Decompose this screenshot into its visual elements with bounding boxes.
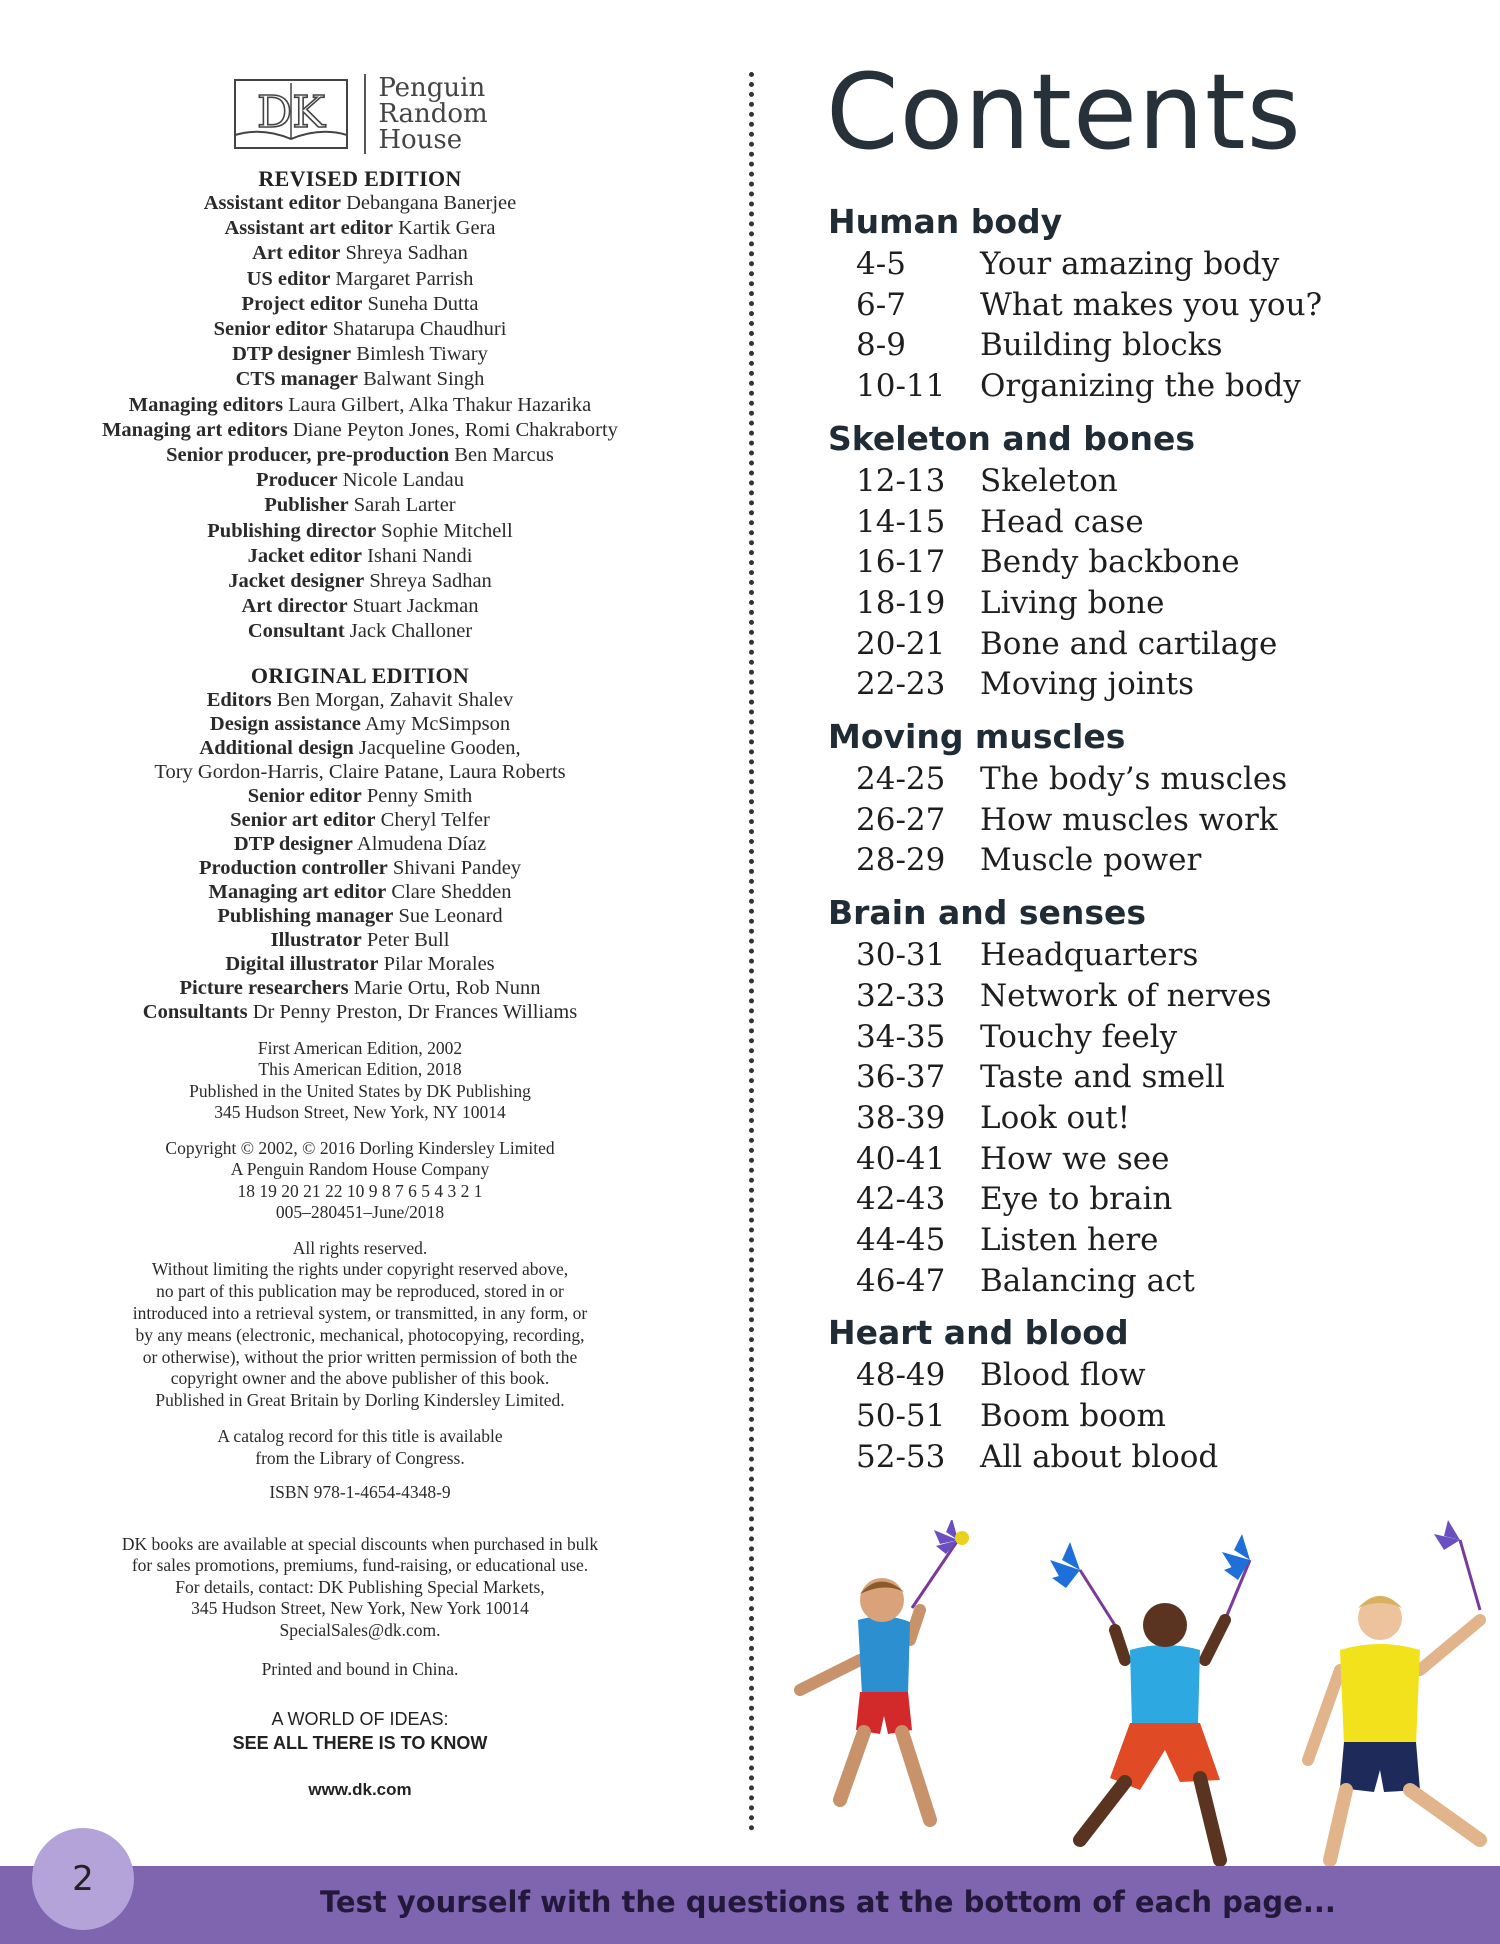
toc-section bbox=[828, 715, 1468, 881]
credit-name: Debangana Banerjee bbox=[346, 192, 517, 214]
toc-entry[interactable] bbox=[828, 664, 1468, 705]
toc-section bbox=[828, 417, 1468, 705]
credit-line bbox=[40, 241, 680, 266]
credit-role: Publisher bbox=[264, 494, 349, 517]
credit-name: Kartik Gera bbox=[398, 217, 496, 240]
credit-line bbox=[40, 191, 680, 216]
credit-line bbox=[40, 712, 680, 736]
credit-role: DTP designer bbox=[232, 343, 352, 366]
edition-info: First American Edition, 2002 This American Edition, 2018 Published in the United States by DK Publishing 345 Hudson Street, New York, NY 10014 bbox=[189, 1037, 531, 1123]
credit-role: Producer bbox=[256, 469, 338, 492]
contents-title: Contents bbox=[826, 51, 1302, 173]
toc-page-range: 30-31 bbox=[856, 937, 946, 974]
credit-role: Project editor bbox=[241, 292, 363, 315]
credit-name: Tory Gordon-Harris, Claire Patane, Laura Roberts bbox=[154, 760, 566, 783]
dk-logo-icon bbox=[232, 77, 350, 151]
credit-line bbox=[40, 1000, 680, 1024]
credit-role: Consultant bbox=[247, 620, 345, 643]
toc-page-range: 40-41 bbox=[856, 1140, 946, 1177]
credit-name: Marie Ortu, Rob Nunn bbox=[353, 976, 541, 999]
toc-entry[interactable] bbox=[828, 976, 1468, 1017]
toc-entry[interactable] bbox=[828, 1017, 1468, 1058]
table-of-contents bbox=[828, 200, 1468, 1488]
toc-page-range: 26-27 bbox=[856, 801, 946, 838]
publisher-logo bbox=[40, 68, 680, 160]
svg-text:DK: DK bbox=[257, 87, 326, 138]
toc-page-range: 44-45 bbox=[856, 1222, 946, 1259]
toc-entry-title: Bendy backbone bbox=[980, 544, 1240, 581]
toc-section bbox=[828, 200, 1468, 407]
toc-page-range: 52-53 bbox=[856, 1438, 946, 1475]
credit-role: Picture researchers bbox=[179, 976, 349, 999]
credit-line bbox=[40, 393, 680, 418]
toc-entry-title: Organizing the body bbox=[980, 368, 1301, 405]
toc-page-range: 46-47 bbox=[856, 1262, 946, 1299]
toc-page-range: 32-33 bbox=[856, 977, 946, 1014]
credit-line bbox=[40, 856, 680, 880]
toc-entry-title: Moving joints bbox=[980, 666, 1195, 703]
credit-role: Jacket designer bbox=[228, 570, 365, 593]
toc-entry-title: Building blocks bbox=[980, 327, 1223, 364]
toc-entry[interactable] bbox=[828, 1098, 1468, 1139]
credit-name: Clare Shedden bbox=[391, 880, 512, 903]
toc-entry[interactable] bbox=[828, 624, 1468, 665]
credit-line bbox=[40, 468, 680, 493]
credit-line bbox=[40, 880, 680, 904]
toc-section-title: Moving muscles bbox=[828, 717, 1126, 757]
toc-page-range: 14-15 bbox=[856, 503, 946, 540]
credit-name: Bimlesh Tiwary bbox=[356, 343, 488, 366]
children-dancing-illustration bbox=[780, 1520, 1500, 1875]
toc-entry[interactable] bbox=[828, 840, 1468, 881]
toc-entry-title: Bone and cartilage bbox=[980, 625, 1278, 662]
credit-line bbox=[40, 292, 680, 317]
toc-entry-title: Muscle power bbox=[980, 842, 1202, 879]
penguin-random-house-wordmark: Penguin Random House bbox=[378, 73, 488, 155]
credit-line bbox=[40, 443, 680, 468]
toc-entry-title: Listen here bbox=[980, 1222, 1159, 1259]
isbn: ISBN 978-1-4654-4348-9 bbox=[269, 1482, 451, 1503]
rights-notice: All rights reserved. Without limiting the rights under copyright reserved above, no part of this publication may be reproduced, stored in or introduced into a retrieval system, or transmitted, in any form, or by any means (electronic, mechanical, photocopying, recording, or otherwise), without the prior written permission of both the copyright owner and the above publisher of this book. Published in Great Britain by Dorling Kindersley Limited. bbox=[132, 1237, 588, 1411]
credit-role: Consultants bbox=[142, 1000, 248, 1023]
credit-role: Jacket editor bbox=[247, 544, 362, 567]
credit-name: Sophie Mitchell bbox=[381, 519, 513, 542]
girl-blue-top-figure bbox=[1050, 1534, 1250, 1860]
credit-name: Balwant Singh bbox=[363, 368, 485, 391]
credit-line bbox=[40, 418, 680, 443]
toc-section-title: Heart and blood bbox=[828, 1313, 1129, 1353]
toc-entry[interactable] bbox=[828, 244, 1468, 285]
credit-role: Illustrator bbox=[270, 928, 362, 951]
credit-line bbox=[40, 367, 680, 392]
credit-name: Jacqueline Gooden, bbox=[358, 736, 521, 759]
toc-section-title: Human body bbox=[828, 202, 1063, 241]
toc-entry[interactable] bbox=[828, 542, 1468, 583]
toc-section bbox=[828, 891, 1468, 1301]
toc-page-range: 20-21 bbox=[856, 625, 946, 662]
credit-name: Penny Smith bbox=[366, 784, 473, 807]
credit-role: Digital illustrator bbox=[225, 952, 379, 975]
toc-entry[interactable] bbox=[828, 1261, 1468, 1302]
toc-entry-title: Touchy feely bbox=[980, 1018, 1178, 1055]
credit-role: Assistant art editor bbox=[224, 217, 394, 240]
toc-entry-title: Network of nerves bbox=[980, 977, 1272, 1014]
credit-role: Senior editor bbox=[247, 784, 362, 807]
original-edition-heading: ORIGINAL EDITION bbox=[250, 662, 470, 688]
toc-section bbox=[828, 1311, 1468, 1477]
credit-role: Art director bbox=[241, 595, 348, 618]
credit-role: Publishing manager bbox=[217, 904, 394, 927]
credit-line bbox=[40, 808, 680, 832]
credit-line bbox=[40, 688, 680, 712]
credit-role: Senior art editor bbox=[230, 808, 376, 831]
website-link[interactable]: www.dk.com bbox=[308, 1779, 412, 1799]
toc-entry[interactable] bbox=[828, 461, 1468, 502]
toc-page-range: 28-29 bbox=[856, 842, 946, 879]
credit-role: Design assistance bbox=[209, 712, 361, 735]
credit-line bbox=[40, 928, 680, 952]
credit-name: Sarah Larter bbox=[353, 494, 456, 517]
toc-entry[interactable] bbox=[828, 759, 1468, 800]
toc-page-range: 34-35 bbox=[856, 1018, 946, 1055]
credit-line bbox=[40, 952, 680, 976]
toc-entry-title: Look out! bbox=[980, 1099, 1131, 1136]
toc-entry-title: How muscles work bbox=[980, 801, 1278, 838]
toc-entry-title: What makes you you? bbox=[980, 286, 1323, 323]
toc-entry-title: Headquarters bbox=[980, 937, 1199, 974]
credit-name: Ishani Nandi bbox=[367, 544, 473, 567]
toc-entry[interactable] bbox=[828, 800, 1468, 841]
credit-line bbox=[40, 569, 680, 594]
toc-page-range: 42-43 bbox=[856, 1181, 946, 1218]
credit-name: Peter Bull bbox=[366, 928, 450, 951]
credit-role: Additional design bbox=[199, 736, 354, 759]
toc-page-range: 38-39 bbox=[856, 1099, 946, 1136]
toc-page-range: 4-5 bbox=[856, 246, 906, 282]
page-number-badge bbox=[32, 1828, 134, 1930]
toc-entry[interactable] bbox=[828, 1057, 1468, 1098]
toc-page-range: 24-25 bbox=[856, 761, 946, 798]
toc-entry-title: Living bone bbox=[980, 584, 1165, 621]
toc-entry-title: Head case bbox=[980, 503, 1144, 540]
toc-entry[interactable] bbox=[828, 1355, 1468, 1396]
credit-name: Shivani Pandey bbox=[392, 856, 522, 879]
toc-entry-title: Boom boom bbox=[980, 1398, 1166, 1435]
credit-name: Ben Marcus bbox=[454, 444, 554, 467]
credit-line bbox=[40, 784, 680, 808]
credit-role: Editors bbox=[206, 688, 272, 711]
credit-name: Shreya Sadhan bbox=[345, 242, 468, 265]
credit-name: Amy McSimpson bbox=[364, 712, 511, 735]
credit-name: Nicole Landau bbox=[342, 469, 464, 492]
credit-name: Jack Challoner bbox=[349, 620, 473, 643]
copyright-info: Copyright © 2002, © 2016 Dorling Kindersley Limited A Penguin Random House Company 18 19 20 21 22 10 9 8 7 6 5 4 3 2 1 005–280451–June/2018 bbox=[165, 1137, 555, 1223]
toc-entry[interactable] bbox=[828, 325, 1468, 366]
original-edition-credits bbox=[40, 688, 680, 1024]
toc-entry-title: Taste and smell bbox=[980, 1059, 1225, 1096]
toc-page-range: 12-13 bbox=[856, 462, 946, 499]
credit-name: Margaret Parrish bbox=[335, 267, 474, 290]
toc-entry-title: Blood flow bbox=[980, 1357, 1146, 1394]
toc-entry[interactable] bbox=[828, 583, 1468, 624]
credit-name: Shatarupa Chaudhuri bbox=[332, 318, 507, 341]
credit-line bbox=[40, 216, 680, 241]
credit-name: Dr Penny Preston, Dr Frances Williams bbox=[252, 1000, 578, 1023]
credit-line bbox=[40, 267, 680, 292]
credit-role: DTP designer bbox=[233, 832, 353, 855]
credit-name: Suneha Dutta bbox=[367, 292, 479, 315]
credit-role: Managing editors bbox=[128, 393, 284, 416]
credit-role: Art editor bbox=[252, 242, 341, 265]
footer-prompt: Test yourself with the questions at the bottom of each page... bbox=[320, 1885, 1336, 1919]
credit-role: Managing art editors bbox=[102, 418, 288, 441]
dotted-divider bbox=[749, 72, 754, 1832]
toc-entry[interactable] bbox=[828, 1396, 1468, 1437]
toc-page-range: 36-37 bbox=[856, 1059, 946, 1096]
logo-separator bbox=[364, 74, 366, 154]
credit-line bbox=[40, 760, 680, 784]
credit-name: Pilar Morales bbox=[383, 952, 495, 975]
credit-role: Senior editor bbox=[213, 318, 328, 341]
credit-name: Sue Leonard bbox=[398, 904, 503, 927]
credit-name: Cheryl Telfer bbox=[380, 808, 490, 831]
toc-page-range: 48-49 bbox=[856, 1357, 946, 1394]
credit-role: US editor bbox=[246, 267, 331, 290]
printed-in: Printed and bound in China. bbox=[261, 1659, 459, 1680]
toc-page-range: 16-17 bbox=[856, 544, 946, 581]
toc-page-range: 22-23 bbox=[856, 666, 946, 703]
toc-entry-title: Your amazing body bbox=[980, 246, 1280, 282]
toc-entry[interactable] bbox=[828, 502, 1468, 543]
credit-name: Stuart Jackman bbox=[352, 595, 479, 618]
credit-name: Almudena Díaz bbox=[356, 832, 487, 855]
boy-red-shorts-figure bbox=[800, 1520, 969, 1820]
toc-page-range: 6-7 bbox=[856, 286, 906, 323]
credit-name: Shreya Sadhan bbox=[369, 570, 492, 593]
imprint-column bbox=[40, 68, 680, 1801]
credit-role: Production controller bbox=[198, 856, 388, 879]
credit-line bbox=[40, 619, 680, 644]
toc-entry-title: Balancing act bbox=[980, 1262, 1195, 1299]
credit-line bbox=[40, 832, 680, 856]
catalog-record: A catalog record for this title is available from the Library of Congress. bbox=[217, 1426, 503, 1468]
credit-line bbox=[40, 519, 680, 544]
toc-page-range: 8-9 bbox=[856, 327, 906, 364]
toc-entry[interactable] bbox=[828, 366, 1468, 407]
toc-entry-title: Skeleton bbox=[980, 462, 1118, 499]
credit-line bbox=[40, 904, 680, 928]
credit-name: Diane Peyton Jones, Romi Chakraborty bbox=[292, 418, 618, 441]
toc-page-range: 50-51 bbox=[856, 1398, 946, 1435]
credit-name: Laura Gilbert, Alka Thakur Hazarika bbox=[288, 393, 592, 416]
credit-name: Ben Morgan, Zahavit Shalev bbox=[276, 688, 514, 711]
credit-line bbox=[40, 317, 680, 342]
revised-edition-heading: REVISED EDITION bbox=[258, 166, 462, 191]
credit-role: CTS manager bbox=[235, 368, 358, 391]
toc-page-range: 10-11 bbox=[856, 368, 946, 405]
credit-line bbox=[40, 342, 680, 367]
slogan-bottom: SEE ALL THERE IS TO KNOW bbox=[232, 1732, 488, 1753]
credit-line bbox=[40, 594, 680, 619]
toc-entry[interactable] bbox=[828, 1437, 1468, 1478]
credit-role: Assistant editor bbox=[203, 192, 341, 214]
toc-entry-title: How we see bbox=[980, 1140, 1170, 1177]
toc-entry[interactable] bbox=[828, 285, 1468, 326]
toc-entry-title: Eye to brain bbox=[980, 1181, 1173, 1218]
page-number: 2 bbox=[72, 1859, 94, 1899]
credit-role: Managing art editor bbox=[208, 880, 387, 903]
toc-entry[interactable] bbox=[828, 935, 1468, 976]
toc-section-title: Skeleton and bones bbox=[828, 418, 1196, 458]
toc-entry[interactable] bbox=[828, 1220, 1468, 1261]
boy-yellow-shirt-figure bbox=[1308, 1520, 1480, 1860]
credit-line bbox=[40, 976, 680, 1000]
credit-line bbox=[40, 544, 680, 569]
toc-entry[interactable] bbox=[828, 1179, 1468, 1220]
slogan-top: A WORLD OF IDEAS: bbox=[271, 1708, 449, 1729]
credit-role: Senior producer, pre-production bbox=[166, 444, 450, 467]
credit-line bbox=[40, 736, 680, 760]
credit-line bbox=[40, 493, 680, 518]
toc-page-range: 18-19 bbox=[856, 584, 946, 621]
toc-entry[interactable] bbox=[828, 1139, 1468, 1180]
toc-entry-title: All about blood bbox=[980, 1438, 1219, 1475]
bulk-sales-notice: DK books are available at special discounts when purchased in bulk for sales promotions, premiums, fund-raising, or educational use. For details, contact: DK Publishing Special Markets, 345 Hudson Street, New York, New York 10014 SpecialSales@dk.com. bbox=[121, 1533, 599, 1640]
toc-entry-title: The body’s muscles bbox=[980, 761, 1288, 798]
credit-role: Publishing director bbox=[207, 519, 377, 542]
toc-section-title: Brain and senses bbox=[828, 893, 1147, 933]
revised-edition-credits bbox=[40, 191, 680, 645]
